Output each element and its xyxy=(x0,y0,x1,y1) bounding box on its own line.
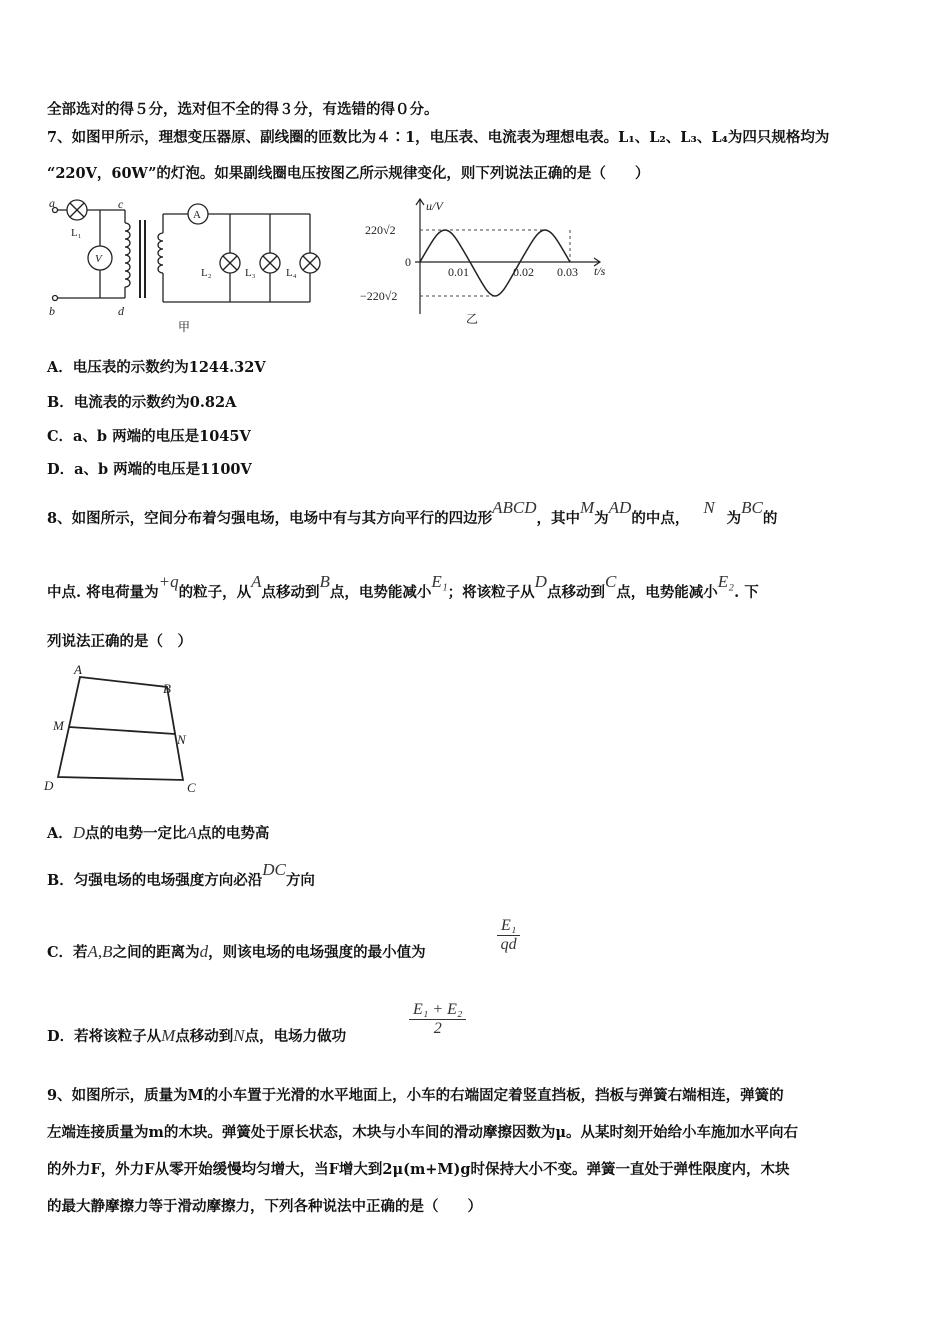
q7-option-d: D．a、b 两端的电压是1100V xyxy=(47,461,252,478)
q9-stem-line2: 左端连接质量为m的木块。弹簧处于原长状态，木块与小车间的滑动摩擦因数为μ。从某时刻开始给小车施加水平向右 xyxy=(47,1124,798,1141)
terminal-d-label: d xyxy=(118,304,124,318)
option-text: D．若将该粒子从 xyxy=(47,1028,162,1045)
q8-quadrilateral-figure xyxy=(40,662,210,800)
point-m-label: M xyxy=(53,718,64,733)
q7-stem-line2: “220V，60W”的灯泡。如果副线圈电压按图乙所示规律变化，则下列说法正确的是（ ） xyxy=(47,165,650,182)
option-text: 之间的距离为 xyxy=(112,944,200,961)
option-text: 点，电场力做功 xyxy=(244,1028,347,1045)
fraction-denominator: qd xyxy=(500,936,517,953)
vertex-c-label: C xyxy=(187,780,196,795)
lamp-l1-label: L₁ xyxy=(71,227,82,239)
q8-option-c xyxy=(47,942,426,963)
q8-text: 点移动到 xyxy=(546,584,605,601)
q8-text: ，其中 xyxy=(536,510,580,527)
q7-stem-line1: 7、如图甲所示，理想变压器原、副线圈的匝数比为４∶1，电压表、电流表为理想电表。L₁、L₂、L₃、L₄为四只规格均为 xyxy=(47,129,830,146)
var-a: A xyxy=(251,572,262,591)
q8-stem-line3: 列说法正确的是（ ） xyxy=(47,633,192,650)
lamp-l2-label: L₂ xyxy=(201,267,212,279)
var-d-distance: d xyxy=(199,942,209,961)
var-d: D xyxy=(72,823,86,842)
y-tick-top: 220√2 xyxy=(365,223,396,237)
var-q: +q xyxy=(158,572,179,591)
var-d: D xyxy=(534,572,547,591)
var-e1: E₁ xyxy=(431,572,448,591)
terminal-c-label: c xyxy=(118,197,124,211)
var-ad: AD xyxy=(608,498,632,517)
q8-text: 为 xyxy=(594,510,609,527)
secondary-coil xyxy=(158,233,163,273)
option-text: B．匀强电场的电场强度方向必沿 xyxy=(47,872,263,889)
q9-stem-line1: 9、如图所示，质量为M的小车置于光滑的水平地面上，小车的右端固定着竖直挡板，挡板与弹簧右端相连，弹簧的 xyxy=(47,1087,784,1104)
figure-jia-caption: 甲 xyxy=(178,320,191,334)
lamp-l4-label: L₄ xyxy=(286,267,297,279)
option-text: 点移动到 xyxy=(175,1028,234,1045)
point-n-label: N xyxy=(177,732,186,747)
option-text: A． xyxy=(47,825,73,842)
var-n: N xyxy=(233,1026,245,1045)
primary-coil xyxy=(125,223,130,287)
q8-stem-line1 xyxy=(47,498,778,529)
lamp-l3-label: L₃ xyxy=(245,267,256,279)
q9-stem-line3: 的外力F，外力F从零开始缓慢均匀增大，当F增大到2μ(m+M)g时保持大小不变。弹簧一直处于弹性限度内，木块 xyxy=(47,1161,790,1178)
x-tick-1: 0.01 xyxy=(448,265,469,279)
q8-text: 点移动到 xyxy=(261,584,320,601)
vertex-a-label: A xyxy=(74,662,82,677)
ammeter-label: A xyxy=(193,209,201,221)
q7-waveform-figure xyxy=(360,196,620,336)
q8-text: 的中点， xyxy=(631,510,690,527)
option-text: 方向 xyxy=(285,872,315,889)
fraction-numerator: E₁ xyxy=(497,917,520,936)
q8-text: ；将该粒子从 xyxy=(447,584,535,601)
option-text: 点的电势一定比 xyxy=(85,825,187,842)
sine-wave xyxy=(420,230,570,296)
q7-option-c: C．a、b 两端的电压是1045V xyxy=(47,428,251,445)
x-axis-label: t/s xyxy=(594,264,606,278)
x-tick-2: 0.02 xyxy=(513,265,534,279)
q8-text: 点，电势能减小 xyxy=(616,584,718,601)
y-tick-zero: 0 xyxy=(405,255,411,269)
q8-text: 为 xyxy=(726,510,742,527)
x-tick-3: 0.03 xyxy=(557,265,578,279)
voltmeter-label: V xyxy=(95,253,102,265)
var-n: N xyxy=(703,498,715,517)
q7-option-b: B．电流表的示数约为0.82A xyxy=(47,394,237,411)
fraction-e1-plus-e2-over-2 xyxy=(409,1001,466,1038)
q9-stem-line4: 的最大静摩擦力等于滑动摩擦力，下列各种说法中正确的是（ ） xyxy=(47,1198,482,1215)
var-c: C xyxy=(604,572,617,591)
intro-line: 全部选对的得５分，选对但不全的得３分，有选错的得０分。 xyxy=(47,101,439,118)
var-e2: E₂ xyxy=(717,572,735,591)
y-tick-bottom: −220√2 xyxy=(360,289,398,303)
q8-text: 中点. 将电荷量为 xyxy=(47,584,159,601)
var-m: M xyxy=(161,1026,176,1045)
var-bc: BC xyxy=(741,498,763,517)
var-a: A xyxy=(186,823,197,842)
terminal-b-label: b xyxy=(49,304,55,318)
var-m: M xyxy=(579,498,595,517)
fraction-numerator: E₁ + E₂ xyxy=(409,1001,466,1020)
q7-option-a: A．电压表的示数约为1244.32V xyxy=(47,359,266,376)
q8-option-a xyxy=(47,823,269,844)
fraction-denominator: 2 xyxy=(433,1020,442,1037)
terminal-a-label: a xyxy=(49,196,55,210)
vertex-d-label: D xyxy=(44,778,54,793)
q8-text: 的粒子，从 xyxy=(178,584,252,601)
q8-option-b xyxy=(47,860,315,891)
terminal-b-dot xyxy=(53,296,58,301)
q8-text: 8、如图所示，空间分布着匀强电场，电场中有与其方向平行的四边形 xyxy=(47,510,493,527)
q8-text: 点，电势能减小 xyxy=(329,584,432,601)
segment-mn xyxy=(69,727,175,734)
q8-stem-line2 xyxy=(47,572,759,603)
var-ab: A,B xyxy=(87,942,113,961)
option-text: 点的电势高 xyxy=(196,825,270,842)
fraction-e1-over-qd xyxy=(497,917,520,954)
figure-yi-caption: 乙 xyxy=(466,312,479,326)
option-text: ，则该电场的电场强度的最小值为 xyxy=(208,944,426,961)
q8-option-d xyxy=(47,1026,346,1047)
q8-text: 的 xyxy=(762,510,778,527)
q8-text: . 下 xyxy=(734,584,759,601)
var-dc: DC xyxy=(262,860,286,879)
option-text: C．若 xyxy=(47,944,88,961)
var-b: B xyxy=(319,572,330,591)
var-abcd: ABCD xyxy=(492,498,537,517)
y-axis-label: u/V xyxy=(426,199,443,213)
vertex-b-label: B xyxy=(163,681,171,696)
q7-circuit-figure xyxy=(45,198,335,338)
